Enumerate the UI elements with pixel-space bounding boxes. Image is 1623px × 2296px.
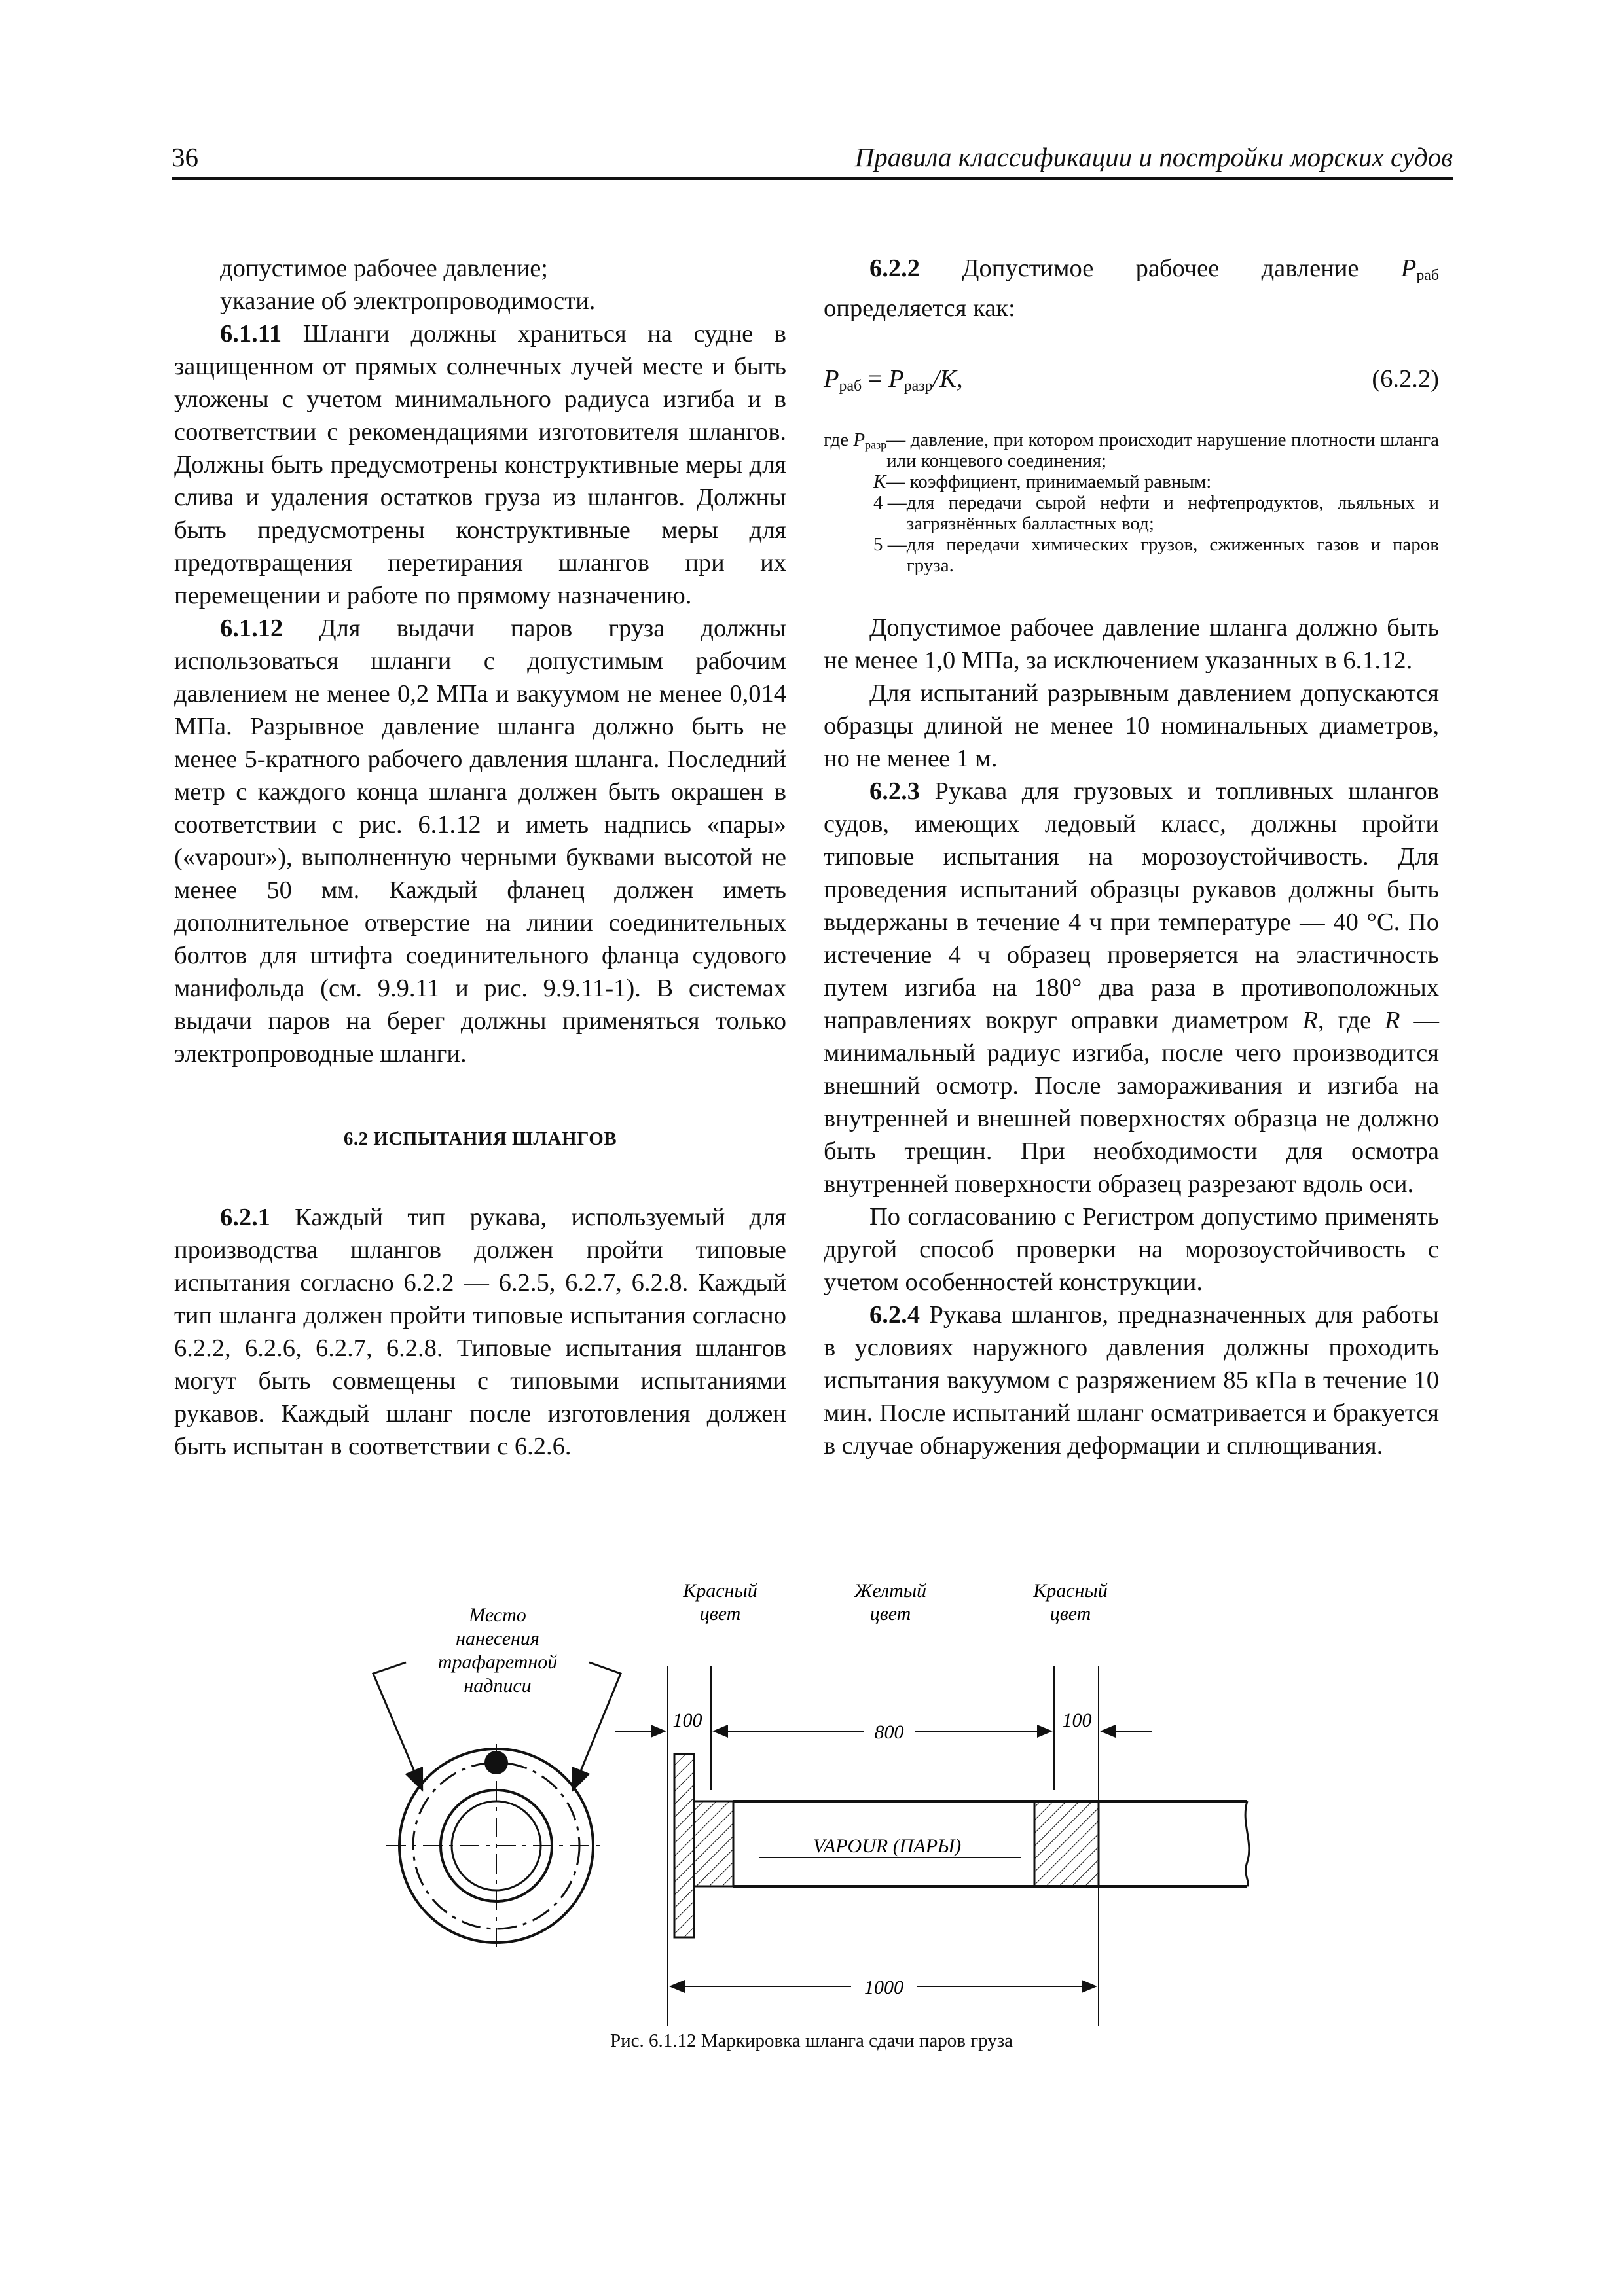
legend-item: 5 — для передачи химических грузов, сжиженных газов и паров груза. — [873, 533, 1439, 576]
clause-number: 6.1.12 — [220, 615, 283, 642]
clause-number: 6.1.11 — [220, 320, 282, 348]
clause-number: 6.2.3 — [869, 777, 920, 805]
page-header — [172, 140, 1453, 180]
stencil-label-4: надписи — [464, 1675, 532, 1696]
running-title: Правила классификации и постройки морских судов — [854, 142, 1453, 172]
pointer-arrow-right — [573, 1662, 621, 1790]
clause-6-2-3: 6.2.3 Рукава для грузовых и топливных шлангов судов, имеющих ледовый класс, должны пройти типовые испытания на морозоустойчивость. Для проведения испытаний образцы рукавов должны быть выдержаны в течение 4 ч при температуре — 40 °С. По истечение 4 ч образец проверяется на эластичность путем изгиба на 180° два раза в противоположных направлениях вокруг оправки диаметром R, где R — минимальный радиус изгиба, после чего производится внешний осмотр. После замораживания и изгиба на внутренней и внешней поверхностях образца не должно быть трещин. При необходимости для осмотра внутренней поверхности образец разрезают вдоль оси. — [824, 777, 1439, 1198]
paragraph: По согласованию с Регистром допустимо применять другой способ проверки на морозоустойчивость с учетом особенностей конструкции. — [824, 1202, 1439, 1296]
paragraph: Допустимое рабочее давление шланга должно быть не менее 1,0 МПа, за исключением указанных в 6.1.12. — [824, 613, 1439, 674]
stencil-label-2: нанесения — [456, 1628, 539, 1649]
red-color-label-right: Красный — [1033, 1580, 1108, 1602]
formula-legend — [824, 429, 1439, 576]
stencil-label-3: трафаретной — [437, 1651, 558, 1673]
hose-drawing — [340, 1568, 1257, 2045]
legend-item: K — коэффициент, принимаемый равным: — [873, 471, 1212, 492]
section-heading: 6.2 ИСПЫТАНИЯ ШЛАНГОВ — [343, 1128, 617, 1149]
clause-6-1-11: 6.1.11 Шланги должны храниться на судне в защищенном от прямых солнечных лучей месте и быть уложены с учетом минимального радиуса изгиба и в соответствии с рекомендациями изготовителя шлангов. Должны быть предусмотрены конструктивные меры для слива и удаления остатков груза из шлангов. Должны быть предусмотрены конструктивные меры для предотвращения перетирания шлангов при их перемещении и работе по прямому назначению. — [174, 320, 786, 609]
hose-stencil-text: VAPOUR (ПАРЫ) — [812, 1835, 962, 1857]
flange-end-view — [386, 1744, 606, 1954]
hose-side-view — [674, 1754, 1249, 1937]
equation-number: (6.2.2) — [1372, 365, 1439, 393]
hose-marking-figure — [340, 1568, 1257, 2045]
dim-1000: 1000 — [864, 1977, 903, 1998]
legend-item: где $P_{разр}$ — давление, при котором происходит нарушение плотности шланга или концевого соединения; — [824, 429, 1439, 471]
dim-100-left: 100 — [672, 1710, 702, 1731]
dim-100-right: 100 — [1062, 1710, 1092, 1731]
red-color-label-left-b: цвет — [699, 1603, 741, 1624]
clause-number: 6.2.4 — [869, 1300, 920, 1329]
dim-800: 800 — [874, 1721, 904, 1743]
legend-item: 4 — для передачи сырой нефти и нефтепродуктов, льяльных и загрязнённых балластных вод; — [873, 492, 1439, 534]
clause-6-2-2: 6.2.2 Допустимое рабочее давление $P_{раб}$ определяется как: — [824, 255, 1439, 322]
page-number: 36 — [172, 142, 198, 172]
clause-6-2-1: 6.2.1 Каждый тип рукава, используемый для производства шлангов должен пройти типовые испытания согласно 6.2.2 — 6.2.5, 6.2.7, 6.2.8. Каждый тип шланга должен пройти типовые испытания согласно 6.2.2, 6.2.6, 6.2.7, 6.2.8. Типовые испытания шлангов могут быть совмещены с типовыми испытаниями рукавов. Каждый шланг после изготовления должен быть испытан в соответствии с 6.2.6. — [174, 1204, 786, 1460]
clause-number: 6.2.1 — [220, 1204, 270, 1231]
stencil-label-1: Место — [469, 1604, 526, 1626]
clause-number: 6.2.2 — [869, 255, 920, 282]
paragraph: указание об электропроводимости. — [220, 287, 596, 315]
left-column — [174, 252, 786, 1463]
paragraph: Для испытаний разрывным давлением допускаются образцы длиной не менее 10 номинальных диаметров, но не менее 1 м. — [824, 679, 1439, 772]
yellow-color-label: Желтый — [854, 1580, 927, 1602]
right-column — [824, 252, 1439, 1462]
yellow-color-label-b: цвет — [869, 1603, 911, 1624]
pointer-arrow-left — [373, 1662, 422, 1790]
red-color-label-right-b: цвет — [1049, 1603, 1091, 1624]
red-color-label-left: Красный — [683, 1580, 757, 1602]
figure-caption: Рис. 6.1.12 Маркировка шланга сдачи паров груза — [610, 2030, 1013, 2051]
clause-6-2-4: 6.2.4 Рукава шлангов, предназначенных для работы в условиях наружного давления должны проходить испытания вакуумом с разряжением 85 кПа в течение 10 мин. После испытаний шланг осматривается и бракуется в случае обнаружения деформации и сплющивания. — [824, 1300, 1439, 1460]
clause-6-1-12: 6.1.12 Для выдачи паров груза должны использоваться шланги с допустимым рабочим давлением не менее 0,2 МПа и вакуумом не менее 0,014 МПа. Разрывное давление шланга должно быть не менее 5-кратного рабочего давления шланга. Последний метр с каждого конца шланга должен быть окрашен в соответствии с рис. 6.1.12 и иметь надпись «пары» («vapour»), выполненную черными буквами высотой не менее 50 мм. Каждый фланец должен иметь дополнительное отверстие на линии соединительных болтов для штифта соединительного фланца судового манифольда (см. 9.9.11 и рис. 9.9.11-1). В системах выдачи паров на берег должны применяться только электропроводные шланги. — [174, 615, 786, 1067]
formula: $P_{раб} = P_{разр}/K$, (6.2.2) — [824, 363, 1439, 395]
paragraph: допустимое рабочее давление; — [220, 255, 548, 282]
